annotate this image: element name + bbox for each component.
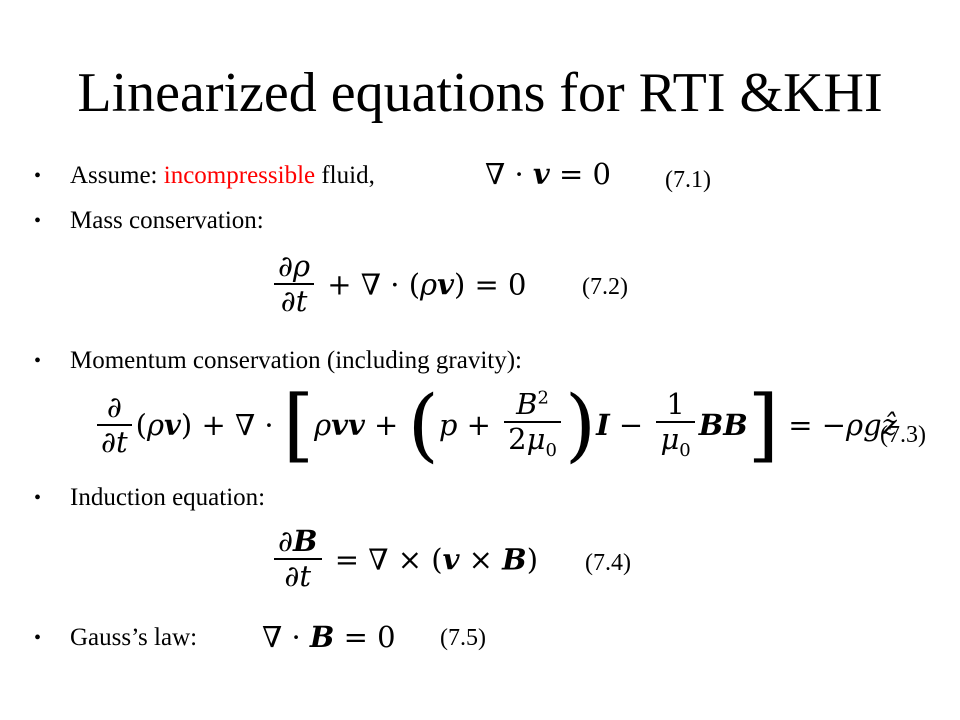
bullet-assume — [70, 160, 375, 192]
highlight-incompressible: incompressible — [163, 162, 316, 189]
equation-7-4: $\frac{\partial B}{\partial t}$ = ∇ × (v × B) — [270, 525, 538, 594]
bullet-marker: • — [34, 627, 42, 649]
equation-7-2: $\frac{\partial\rho}{\partial t}$ + ∇ · (ρv) = 0 — [270, 250, 526, 319]
equation-number-7-1: (7.1) — [665, 167, 711, 193]
equation-number-7-5: (7.5) — [440, 625, 486, 651]
bullet-assume-prefix: Assume: — [70, 162, 164, 189]
equation-7-5: ∇ · B = 0 — [262, 620, 396, 654]
bullet-marker: • — [34, 487, 42, 509]
bullet-assume-suffix: fluid, — [315, 162, 375, 189]
bullet-momentum-conservation: Momentum conservation (including gravity): — [70, 347, 522, 374]
equation-7-1: ∇ · v = 0 — [485, 157, 611, 191]
bullet-gauss-law: Gauss’s law: — [70, 624, 198, 651]
equation-7-3: $\frac{\partial}{\partial t}$ (ρv) + ∇ · [ρvv + (p + $\frac{B^2}{2\mu_0}$ )I − $\frac{1}{\mu_0}$ BB] = −ρgẑ — [93, 385, 897, 465]
equation-number-7-2: (7.2) — [582, 274, 628, 300]
bullet-induction-equation: Induction equation: — [70, 484, 266, 511]
bullet-marker: • — [34, 350, 42, 372]
equation-number-7-3: (7.3) — [880, 422, 926, 448]
slide-title: Linearized equations for RTI &KHI — [77, 62, 883, 124]
equation-number-7-4: (7.4) — [585, 550, 631, 576]
bullet-marker: • — [34, 210, 42, 232]
bullet-marker: • — [34, 165, 42, 187]
bullet-mass-conservation: Mass conservation: — [70, 207, 264, 234]
